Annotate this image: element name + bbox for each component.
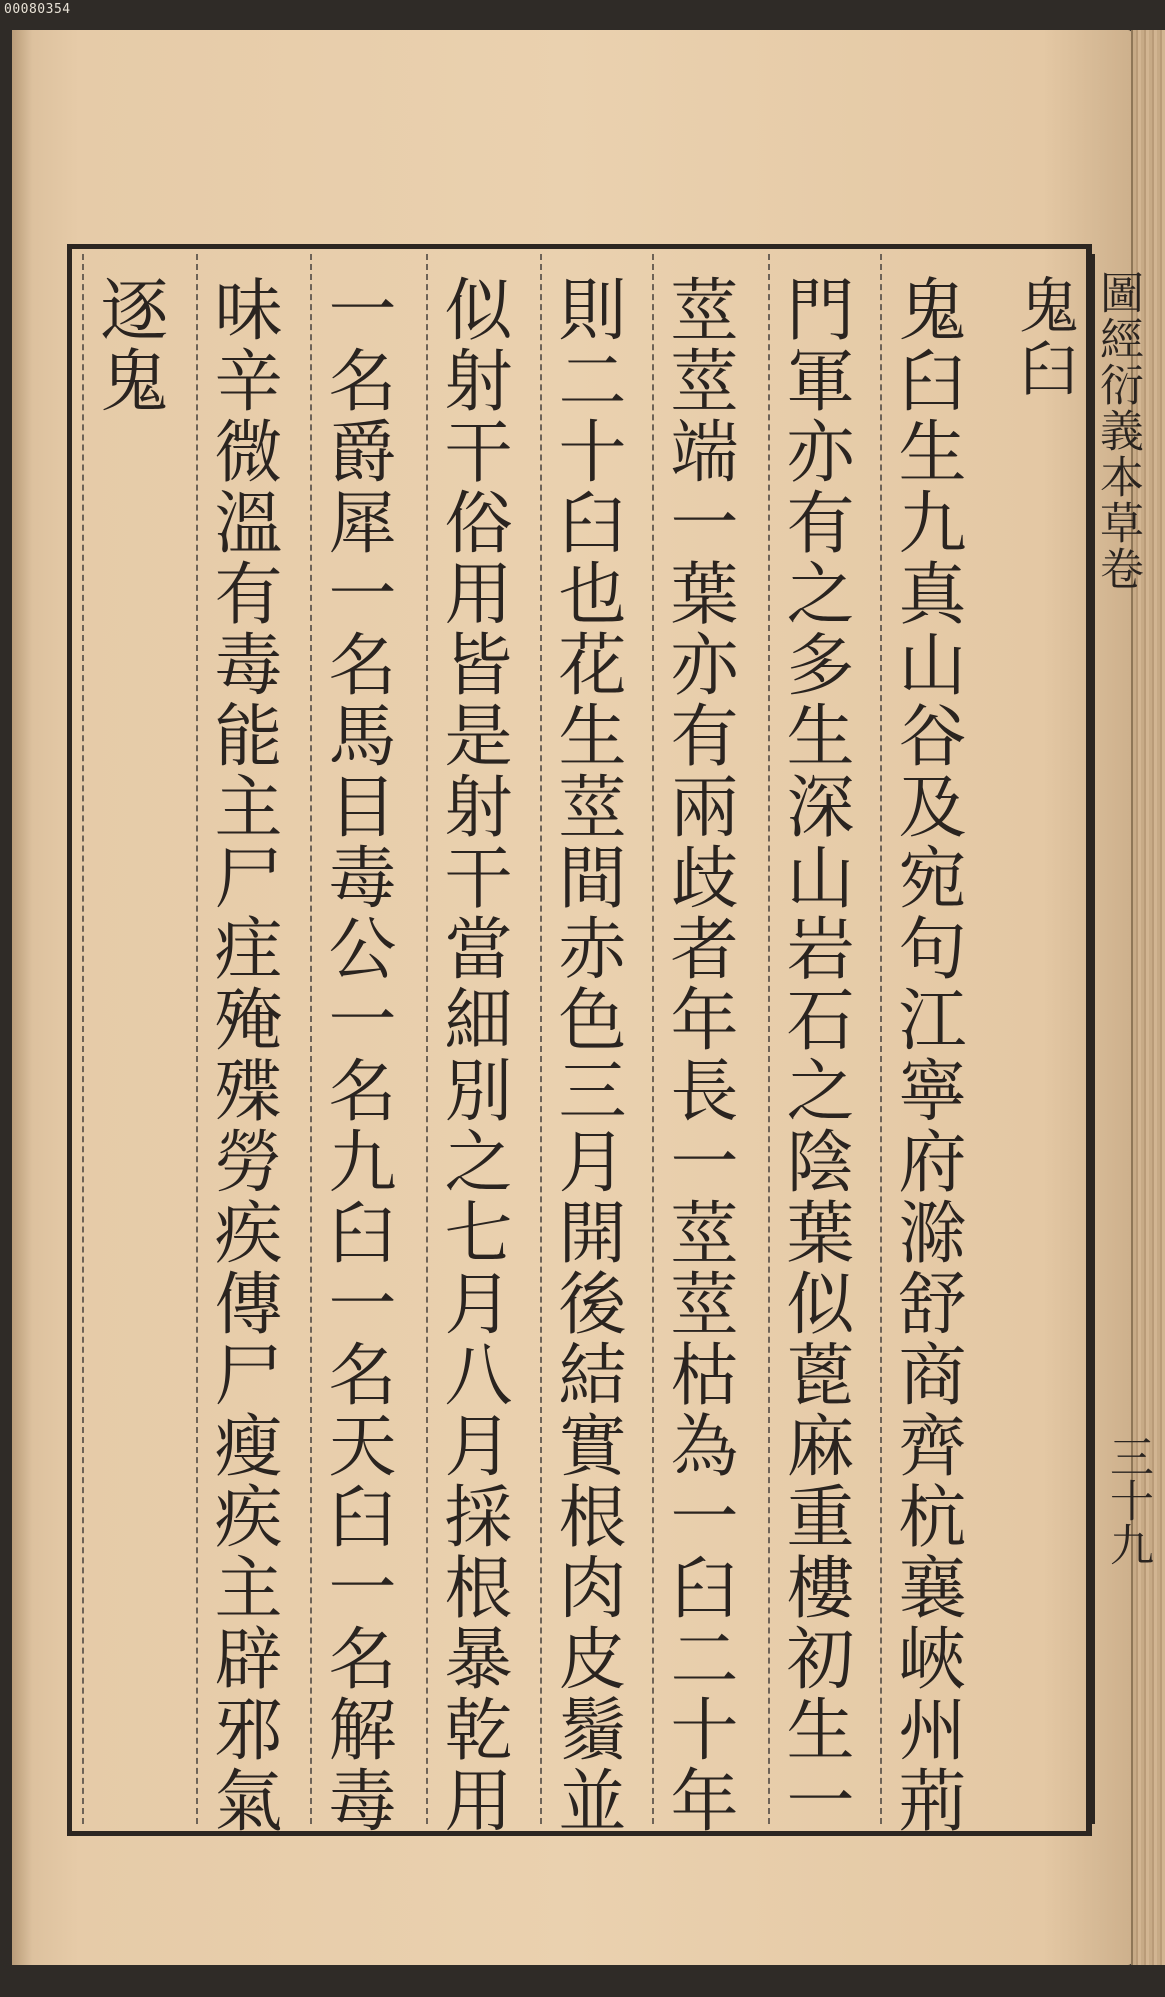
column-text: 味辛微溫有毒能主尸疰殗殜勞疾傳尸瘦疾主辟邪氣	[203, 274, 282, 1836]
text-column	[768, 254, 858, 1836]
text-column	[82, 254, 172, 1824]
text-column	[652, 254, 742, 1836]
binding-fold	[12, 30, 32, 1965]
column-text: 門軍亦有之多生深山岩石之陰葉似蓖麻重樓初生一	[775, 274, 854, 1836]
column-text: 鬼臼生九真山谷及宛句江寧府滁舒商齊杭襄峽州荊	[887, 274, 966, 1836]
archive-id: 00080354	[4, 2, 71, 17]
text-column	[426, 254, 516, 1836]
text-column	[310, 254, 400, 1836]
column-text: 一名爵犀一名馬目毒公一名九臼一名天臼一名解毒	[317, 274, 396, 1836]
column-text: 則二十臼也花生莖間赤色三月開後結實根肉皮鬚並	[547, 274, 626, 1836]
folio-number: 三十九	[1102, 1434, 1153, 1566]
book-title: 圖經衍義本草卷	[1092, 270, 1143, 592]
column-text: 似射干俗用皆是射干當細別之七月八月採根暴乾用	[433, 274, 512, 1836]
entry-heading: 鬼臼	[1009, 274, 1079, 400]
text-column	[880, 254, 970, 1836]
text-column	[1000, 254, 1088, 1824]
text-column	[196, 254, 286, 1836]
text-column	[540, 254, 630, 1836]
column-text: 莖莖端一葉亦有兩歧者年長一莖莖枯為一臼二十年	[659, 274, 738, 1836]
margin-header	[1092, 254, 1153, 1824]
column-text: 逐鬼	[89, 274, 168, 416]
